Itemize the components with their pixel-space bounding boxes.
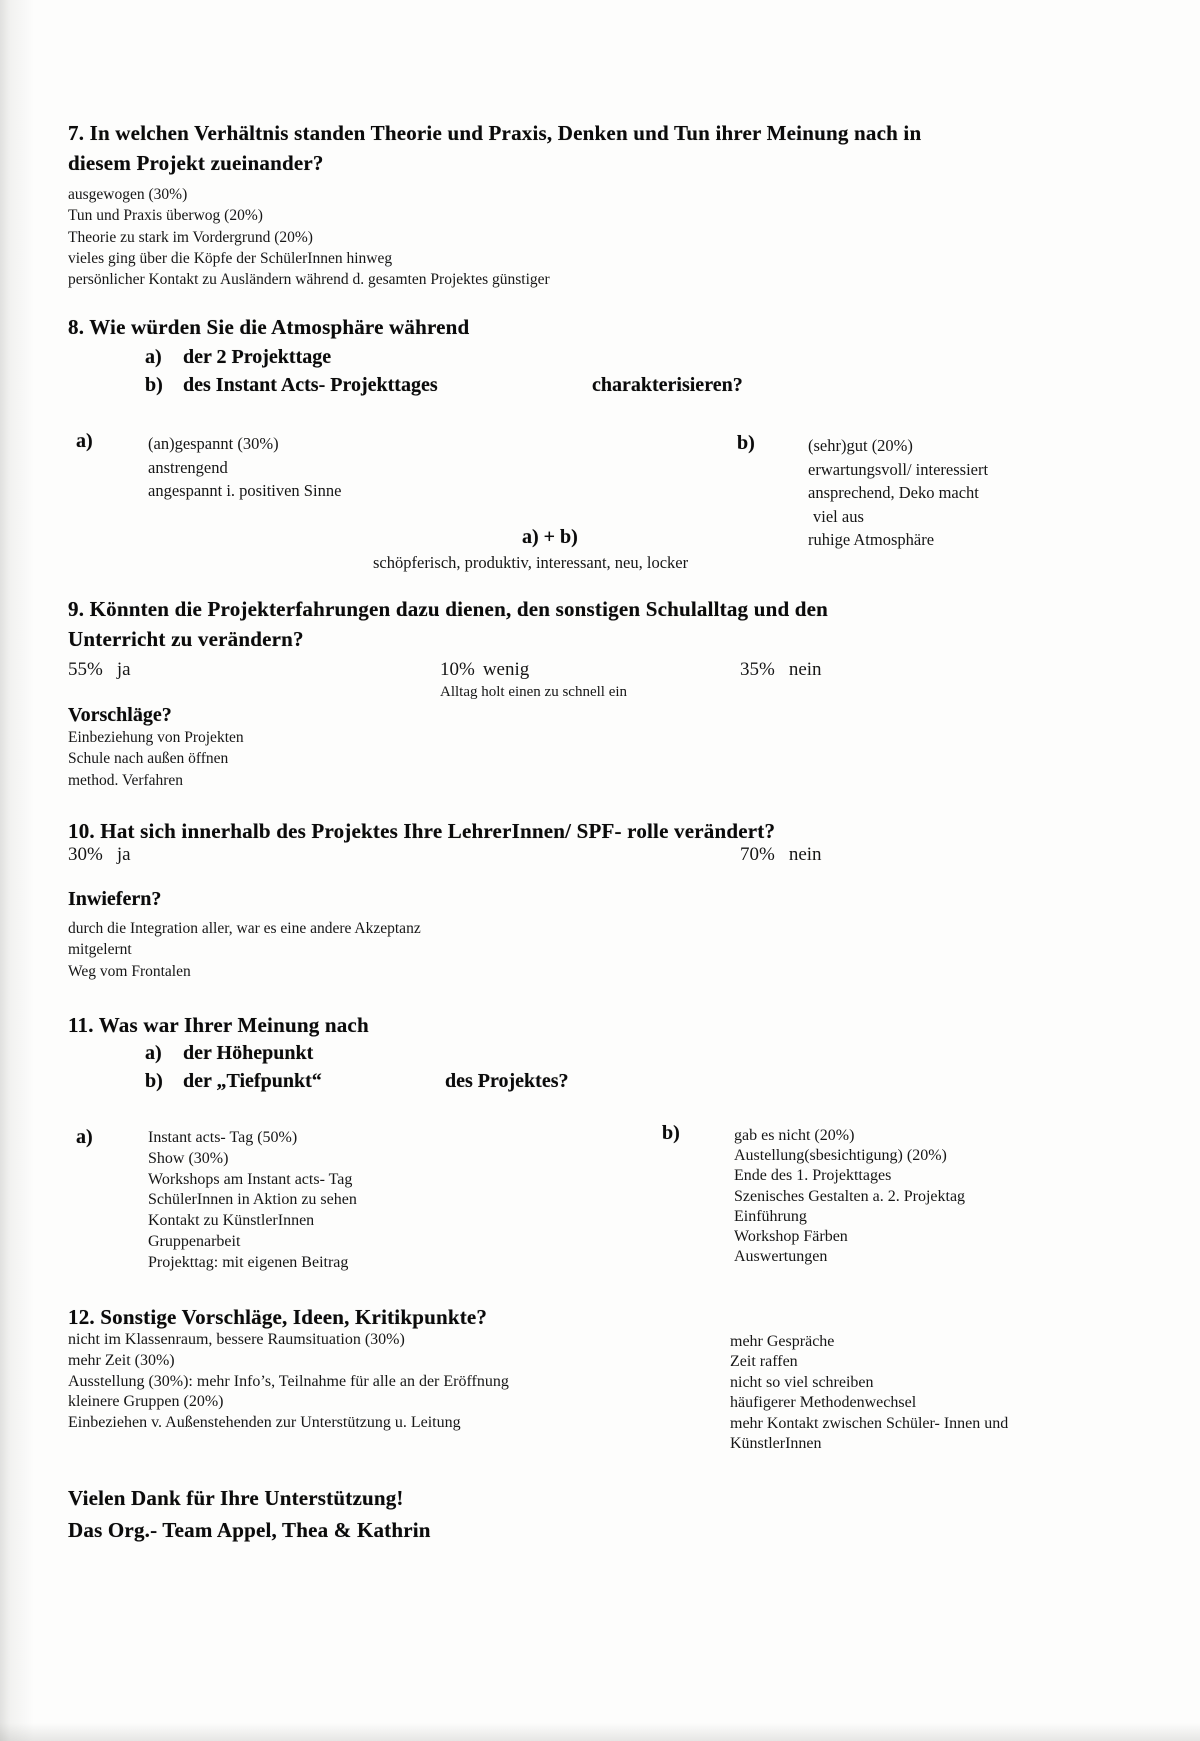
question-10-option-ja (68, 844, 131, 866)
answer-line: durch die Integration aller, war es eine andere Akzeptanz (68, 920, 421, 937)
question-10-heading: 10. Hat sich innerhalb des Projektes Ihre LehrerInnen/ SPF- rolle verändert? (68, 819, 776, 843)
answer-line: Schule nach außen öffnen (68, 750, 229, 768)
answer-line: Szenisches Gestalten a. 2. Projektag (734, 1187, 966, 1205)
question-12-right-answers (730, 1332, 1068, 1454)
question-10-option-nein (740, 844, 822, 866)
answer-line: mehr Kontakt zwischen Schüler- Innen und KünstlerInnen (730, 1414, 1009, 1453)
answer-line: Gruppenarbeit (148, 1232, 241, 1250)
answer-line: nicht im Klassenraum, bessere Raumsituation (30%) (68, 1331, 405, 1348)
item-a-text: der 2 Projekttage (183, 346, 332, 368)
column-a-label: a) (76, 430, 93, 452)
question-10-subheading: Inwiefern? (68, 888, 162, 910)
answer-line: gab es nicht (20%) (734, 1127, 855, 1144)
question-7-heading: 7. In welchen Verhältnis standen Theorie und Praxis, Denken und Tun ihrer Meinung nach in diesem Projekt zueinander? (68, 121, 922, 175)
option-label: nein (788, 844, 822, 865)
question-8-heading: 8. Wie würden Sie die Atmosphäre während (68, 315, 470, 339)
question-9-option-note: Alltag holt einen zu schnell ein (440, 684, 628, 700)
closing-signature: Das Org.- Team Appel, Thea & Kathrin (68, 1518, 431, 1542)
answer-line: ausgewogen (30%) (68, 186, 188, 203)
answer-line: Ausstellung (30%): mehr Info’s, Teilnahme für alle an der Eröffnung (68, 1372, 509, 1390)
option-label: nein (788, 659, 822, 680)
item-b-label: b) (145, 374, 163, 396)
question-11-suffix: des Projektes? (445, 1070, 569, 1092)
question-11-item-b (145, 1068, 322, 1094)
item-a-label: a) (145, 346, 162, 368)
answer-line: Show (30%) (148, 1149, 229, 1167)
answer-line: Projekttag: mit eigenen Beitrag (148, 1253, 349, 1271)
answer-line: (an)gespannt (30%) (148, 434, 279, 453)
answer-line: viel aus (813, 506, 864, 526)
answer-line: Kontakt zu KünstlerInnen (148, 1212, 315, 1230)
answer-line: (sehr)gut (20%) (808, 436, 913, 455)
answer-line: mehr Zeit (30%) (68, 1351, 175, 1369)
question-9-answers (68, 727, 244, 791)
question-12-left-answers (68, 1330, 509, 1434)
question-7-answers (68, 184, 550, 290)
question-8-ab-label: a) + b) (522, 526, 578, 548)
answer-line: persönlicher Kontakt zu Ausländern während d. gesamten Projektes günstiger (68, 271, 550, 289)
scan-edge-bottom (0, 1723, 1200, 1741)
answer-line: mitgelernt (68, 941, 132, 959)
answer-line: nicht so viel schreiben (730, 1373, 874, 1391)
question-9-option-wenig (440, 659, 529, 681)
question-8-column-a (148, 432, 341, 503)
answer-line: Workshop Färben (734, 1228, 848, 1246)
answer-line: Auswertungen (734, 1248, 828, 1266)
question-10-answers (68, 918, 421, 982)
answer-line: ansprechend, Deko macht (808, 483, 979, 502)
option-percent: 70% (740, 844, 775, 865)
question-11-heading: 11. Was war Ihrer Meinung nach (68, 1013, 369, 1037)
item-b-label: b) (145, 1070, 163, 1092)
question-8-ab-text: schöpferisch, produktiv, interessant, neu, locker (373, 553, 689, 572)
item-b-text: des Instant Acts- Projekttages (183, 374, 438, 396)
answer-line: Einbeziehen v. Außenstehenden zur Unterstützung u. Leitung (68, 1414, 461, 1432)
answer-line: kleinere Gruppen (20%) (68, 1393, 224, 1411)
item-b-text: der „Tiefpunkt“ (183, 1070, 322, 1092)
answer-line: ruhige Atmosphäre (808, 530, 935, 549)
closing-thanks: Vielen Dank für Ihre Unterstützung! (68, 1486, 404, 1510)
option-percent: 30% (68, 844, 103, 865)
answer-line: Einführung (734, 1207, 807, 1225)
option-label: wenig (482, 659, 530, 680)
answer-line: Einbeziehung von Projekten (68, 729, 244, 746)
question-8-item-a (145, 344, 331, 370)
question-9-heading: 9. Könnten die Projekterfahrungen dazu dienen, den sonstigen Schulalltag und den Unterricht zu verändern? (68, 597, 829, 651)
answer-line: mehr Gespräche (730, 1333, 835, 1350)
question-9-subheading: Vorschläge? (68, 704, 172, 726)
question-9-option-nein (740, 659, 822, 681)
answer-line: Ende des 1. Projekttages (734, 1167, 892, 1185)
question-11-column-b (734, 1126, 965, 1267)
option-percent: 55% (68, 659, 103, 680)
column-b-label: b) (662, 1122, 680, 1144)
answer-line: erwartungsvoll/ interessiert (808, 459, 989, 479)
question-9-option-ja (68, 659, 131, 681)
scan-edge-left (0, 0, 38, 1741)
column-a-label: a) (76, 1126, 93, 1148)
answer-line: Workshops am Instant acts- Tag (148, 1170, 353, 1188)
closing-block (68, 1482, 431, 1546)
option-percent: 10% (440, 659, 475, 680)
question-8-item-b (145, 372, 438, 398)
answer-line: Austellung(sbesichtigung) (20%) (734, 1147, 947, 1165)
option-percent: 35% (740, 659, 775, 680)
answer-line: Theorie zu stark im Vordergrund (20%) (68, 228, 313, 246)
answer-line: method. Verfahren (68, 771, 184, 789)
option-label: ja (116, 844, 131, 865)
answer-line: Zeit raffen (730, 1353, 798, 1371)
item-a-label: a) (145, 1042, 162, 1064)
answer-line: Tun und Praxis überwog (20%) (68, 207, 263, 225)
question-8-column-b (808, 434, 988, 552)
answer-line: vieles ging über die Köpfe der SchülerInnen hinweg (68, 249, 393, 267)
answer-line: Weg vom Frontalen (68, 962, 191, 980)
question-8-suffix: charakterisieren? (592, 374, 743, 396)
answer-line: häufigerer Methodenwechsel (730, 1394, 917, 1412)
item-a-text: der Höhepunkt (183, 1042, 314, 1064)
answer-line: angespannt i. positiven Sinne (148, 481, 342, 500)
column-b-label: b) (737, 432, 755, 454)
answer-line: anstrengend (148, 457, 228, 477)
answer-line: Instant acts- Tag (50%) (148, 1129, 298, 1146)
question-12-heading: 12. Sonstige Vorschläge, Ideen, Kritikpunkte? (68, 1305, 488, 1329)
answer-line: SchülerInnen in Aktion zu sehen (148, 1191, 357, 1209)
question-11-item-a (145, 1040, 313, 1066)
question-11-column-a (148, 1128, 357, 1274)
option-label: ja (116, 659, 131, 680)
